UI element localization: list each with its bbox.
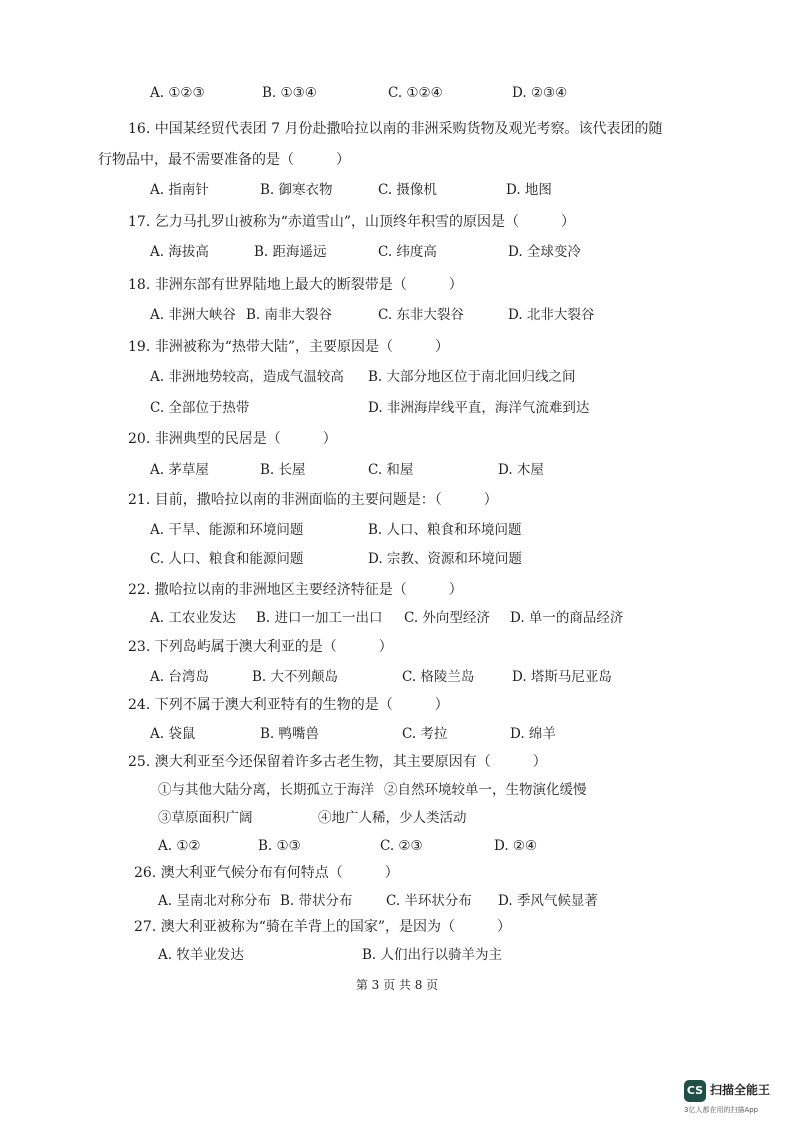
q17-option-a: A. 海拔高 — [150, 244, 209, 260]
q23-option-c: C. 格陵兰岛 — [402, 669, 475, 685]
q25-option-c: C. ②③ — [380, 838, 423, 854]
q21-option-d: D. 宗教、资源和环境问题 — [368, 551, 522, 567]
q18-option-d: D. 北非大裂谷 — [508, 307, 595, 323]
q23-stem: 23. 下列岛屿属于澳大利亚的是（ ） — [128, 639, 393, 655]
q24-option-b: B. 鸭嘴兽 — [260, 726, 320, 742]
q19-stem: 19. 非洲被称为“热带大陆”，主要原因是（ ） — [128, 339, 450, 355]
q26-option-b: B. 带状分布 — [280, 893, 353, 909]
q23-option-d: D. 塔斯马尼亚岛 — [512, 669, 612, 685]
q21-option-a: A. 干旱、能源和环境问题 — [150, 522, 304, 538]
q26-option-a: A. 呈南北对称分布 — [158, 893, 271, 909]
q15-option-a: A. ①②③ — [150, 85, 205, 101]
q17-option-c: C. 纬度高 — [378, 244, 437, 260]
q18-option-b: B. 南非大裂谷 — [246, 307, 333, 323]
q21-stem: 21. 目前，撒哈拉以南的非洲面临的主要问题是：（ ） — [128, 492, 498, 508]
q16-stem-line2: 行物品中，最不需要准备的是（ ） — [98, 152, 350, 168]
camscanner-logo-icon: CS — [684, 1080, 706, 1102]
q23-option-a: A. 台湾岛 — [150, 669, 209, 685]
q16-option-a: A. 指南针 — [150, 182, 209, 198]
q26-option-c: C. 半环状分布 — [386, 893, 472, 909]
q25-option-b: B. ①③ — [258, 838, 301, 854]
q17-stem: 17. 乞力马扎罗山被称为“赤道雪山”，山顶终年积雪的原因是（ ） — [128, 214, 576, 230]
q26-stem: 26. 澳大利亚气候分布有何特点（ ） — [134, 865, 399, 881]
scanner-watermark — [684, 1080, 794, 1124]
q20-option-b: B. 长屋 — [260, 462, 306, 478]
q19-option-d: D. 非洲海岸线平直，海洋气流难到达 — [368, 400, 590, 416]
q16-option-d: D. 地图 — [506, 182, 552, 198]
q27-option-a: A. 牧羊业发达 — [158, 947, 244, 963]
watermark-subtitle: 3亿人都在用的扫描App — [684, 1106, 759, 1114]
q22-option-c: C. 外向型经济 — [404, 610, 490, 626]
q16-option-c: C. 摄像机 — [378, 182, 437, 198]
q24-option-d: D. 绵羊 — [510, 726, 556, 742]
q18-stem: 18. 非洲东部有世界陆地上最大的断裂带是（ ） — [128, 277, 463, 293]
q17-option-d: D. 全球变冷 — [508, 244, 581, 260]
q27-stem: 27. 澳大利亚被称为“骑在羊背上的国家”，是因为（ ） — [134, 919, 512, 935]
q21-option-c: C. 人口、粮食和能源问题 — [150, 551, 304, 567]
q19-option-c: C. 全部位于热带 — [150, 400, 250, 416]
q20-option-a: A. 茅草屋 — [150, 462, 209, 478]
q25-item-1: ①与其他大陆分离，长期孤立于海洋 — [158, 782, 374, 798]
q23-option-b: B. 大不列颠岛 — [252, 669, 339, 685]
q16-option-b: B. 御寒衣物 — [260, 182, 333, 198]
q24-stem: 24. 下列不属于澳大利亚特有的生物的是（ ） — [128, 697, 449, 713]
q26-option-d: D. 季风气候显著 — [498, 893, 598, 909]
q15-option-d: D. ②③④ — [512, 85, 568, 101]
q16-stem-line1: 16. 中国某经贸代表团 7 月份赴撒哈拉以南的非洲采购货物及观光考察。该代表团的随 — [128, 121, 663, 137]
q25-item-3: ③草原面积广阔 — [158, 810, 253, 826]
q22-stem: 22. 撒哈拉以南的非洲地区主要经济特征是（ ） — [128, 582, 463, 598]
q17-option-b: B. 距海遥远 — [254, 244, 327, 260]
q25-stem: 25. 澳大利亚至今还保留着许多古老生物，其主要原因有（ ） — [128, 754, 547, 770]
q22-option-a: A. 工农业发达 — [150, 610, 236, 626]
watermark-brand: 扫描全能王 — [710, 1083, 771, 1097]
q20-option-d: D. 木屋 — [498, 462, 544, 478]
q19-option-b: B. 大部分地区位于南北回归线之间 — [368, 369, 576, 385]
q25-option-a: A. ①② — [158, 838, 201, 854]
q25-item-2: ②自然环境较单一，生物演化缓慢 — [384, 782, 587, 798]
q19-option-a: A. 非洲地势较高，造成气温较高 — [150, 369, 344, 385]
page-footer: 第 3 页 共 8 页 — [355, 978, 439, 992]
q22-option-b: B. 进口一加工一出口 — [256, 610, 383, 626]
q24-option-a: A. 袋鼠 — [150, 726, 196, 742]
q18-option-c: C. 东非大裂谷 — [378, 307, 464, 323]
q20-option-c: C. 和屋 — [368, 462, 414, 478]
q18-option-a: A. 非洲大峡谷 — [150, 307, 236, 323]
q25-item-4: ④地广人稀，少人类活动 — [318, 810, 467, 826]
q15-option-b: B. ①③④ — [262, 85, 317, 101]
q20-stem: 20. 非洲典型的民居是（ ） — [128, 431, 337, 447]
q27-option-b: B. 人们出行以骑羊为主 — [362, 947, 503, 963]
q15-option-c: C. ①②④ — [388, 85, 443, 101]
q22-option-d: D. 单一的商品经济 — [510, 610, 624, 626]
q25-option-d: D. ②④ — [494, 838, 538, 854]
q21-option-b: B. 人口、粮食和环境问题 — [368, 522, 522, 538]
q24-option-c: C. 考拉 — [402, 726, 448, 742]
